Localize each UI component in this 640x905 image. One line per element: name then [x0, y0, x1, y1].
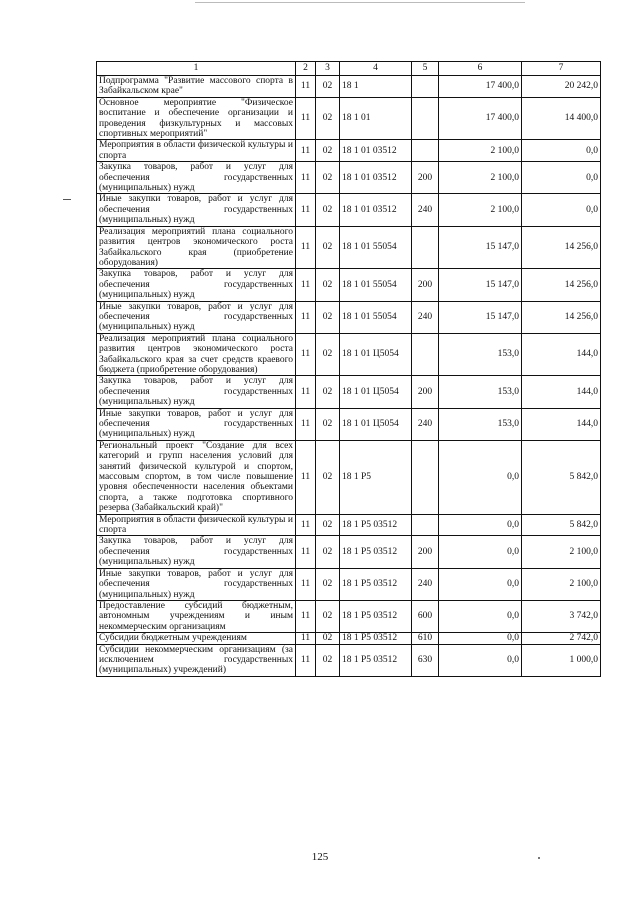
row-amount-1: 0,0 [439, 633, 522, 644]
row-section-code: 11 [296, 600, 316, 632]
row-name: Реализация мероприятий плана социального развития центров экономического роста Забайкальского края (приобретение оборудования) [97, 226, 296, 269]
row-amount-2: 14 256,0 [522, 269, 601, 301]
col-header-6: 6 [439, 62, 522, 76]
row-amount-2: 144,0 [522, 408, 601, 440]
row-target-article: 18 1 01 03512 [340, 162, 412, 194]
row-name: Закупка товаров, работ и услуг для обеспечения государственных (муниципальных) нужд [97, 536, 296, 568]
row-expense-type [412, 226, 439, 269]
row-target-article: 18 1 01 Ц5054 [340, 408, 412, 440]
row-name: Иные закупки товаров, работ и услуг для обеспечения государственных (муниципальных) нужд [97, 408, 296, 440]
row-subsection-code: 02 [316, 536, 340, 568]
row-amount-2: 144,0 [522, 376, 601, 408]
row-amount-2: 14 256,0 [522, 226, 601, 269]
row-expense-type [412, 97, 439, 140]
table-header-row [97, 62, 601, 76]
row-amount-2: 5 842,0 [522, 440, 601, 514]
row-target-article: 18 1 P5 03512 [340, 568, 412, 600]
table-row [97, 600, 601, 632]
row-section-code: 11 [296, 97, 316, 140]
row-amount-1: 0,0 [439, 568, 522, 600]
row-subsection-code: 02 [316, 76, 340, 98]
row-target-article: 18 1 P5 03512 [340, 644, 412, 676]
scan-margin-mark [63, 199, 71, 200]
row-subsection-code: 02 [316, 301, 340, 333]
row-expense-type [412, 76, 439, 98]
row-subsection-code: 02 [316, 162, 340, 194]
row-name: Закупка товаров, работ и услуг для обеспечения государственных (муниципальных) нужд [97, 269, 296, 301]
row-target-article: 18 1 P5 03512 [340, 536, 412, 568]
col-header-1: 1 [97, 62, 296, 76]
row-subsection-code: 02 [316, 514, 340, 536]
row-name: Закупка товаров, работ и услуг для обеспечения государственных (муниципальных) нужд [97, 162, 296, 194]
row-subsection-code: 02 [316, 194, 340, 226]
row-name: Основное мероприятие "Физическое воспитание и обеспечение организации и проведения физкультурных и массовых спортивных мероприятий" [97, 97, 296, 140]
row-target-article: 18 1 01 55054 [340, 226, 412, 269]
row-name: Субсидии некоммерческим организациям (за исключением государственных (муниципальных) учреждений) [97, 644, 296, 676]
row-section-code: 11 [296, 568, 316, 600]
table-row [97, 644, 601, 676]
row-amount-1: 0,0 [439, 644, 522, 676]
row-expense-type [412, 333, 439, 376]
row-amount-2: 144,0 [522, 333, 601, 376]
row-section-code: 11 [296, 644, 316, 676]
row-name: Закупка товаров, работ и услуг для обеспечения государственных (муниципальных) нужд [97, 376, 296, 408]
row-name: Реализация мероприятий плана социального развития центров экономического роста Забайкальского края за счет средств краевого бюджета (приобретение оборудования) [97, 333, 296, 376]
table-row [97, 376, 601, 408]
row-amount-2: 2 100,0 [522, 536, 601, 568]
row-section-code: 11 [296, 440, 316, 514]
table-row [97, 333, 601, 376]
row-amount-1: 2 100,0 [439, 194, 522, 226]
col-header-2: 2 [296, 62, 316, 76]
row-name: Мероприятия в области физической культуры и спорта [97, 140, 296, 162]
row-amount-1: 0,0 [439, 536, 522, 568]
table-row [97, 440, 601, 514]
row-amount-1: 153,0 [439, 333, 522, 376]
row-subsection-code: 02 [316, 408, 340, 440]
table-row [97, 162, 601, 194]
row-section-code: 11 [296, 333, 316, 376]
table-row [97, 633, 601, 644]
col-header-7: 7 [522, 62, 601, 76]
row-target-article: 18 1 P5 [340, 440, 412, 514]
row-amount-1: 15 147,0 [439, 226, 522, 269]
table-row [97, 301, 601, 333]
row-subsection-code: 02 [316, 226, 340, 269]
row-target-article: 18 1 01 Ц5054 [340, 376, 412, 408]
row-amount-1: 2 100,0 [439, 140, 522, 162]
row-subsection-code: 02 [316, 633, 340, 644]
row-expense-type: 200 [412, 536, 439, 568]
row-section-code: 11 [296, 408, 316, 440]
row-name: Предоставление субсидий бюджетным, автономным учреждениям и иным некоммерческим организациям [97, 600, 296, 632]
row-amount-2: 5 842,0 [522, 514, 601, 536]
row-name: Подпрограмма "Развитие массового спорта в Забайкальском крае" [97, 76, 296, 98]
row-amount-2: 1 000,0 [522, 644, 601, 676]
table-row [97, 97, 601, 140]
row-amount-2: 2 742,0 [522, 633, 601, 644]
row-amount-2: 14 256,0 [522, 301, 601, 333]
row-amount-1: 15 147,0 [439, 301, 522, 333]
table-row [97, 514, 601, 536]
budget-table [96, 61, 601, 677]
row-amount-2: 0,0 [522, 140, 601, 162]
row-expense-type: 600 [412, 600, 439, 632]
row-section-code: 11 [296, 269, 316, 301]
row-name: Иные закупки товаров, работ и услуг для обеспечения государственных (муниципальных) нужд [97, 194, 296, 226]
row-amount-2: 2 100,0 [522, 568, 601, 600]
row-expense-type [412, 514, 439, 536]
row-expense-type: 240 [412, 408, 439, 440]
row-name: Региональный проект "Создание для всех категорий и групп населения условий для занятий физической культурой и спортом, массовым спортом, в том числе повышение уровня обеспеченности населения объектами спорта, а также подготовка спортивного резерва (Забайкальский край)" [97, 440, 296, 514]
row-expense-type: 240 [412, 301, 439, 333]
row-amount-1: 153,0 [439, 376, 522, 408]
table-row [97, 536, 601, 568]
row-amount-1: 15 147,0 [439, 269, 522, 301]
row-amount-2: 20 242,0 [522, 76, 601, 98]
row-section-code: 11 [296, 514, 316, 536]
row-amount-1: 0,0 [439, 600, 522, 632]
row-expense-type [412, 140, 439, 162]
row-section-code: 11 [296, 536, 316, 568]
row-amount-2: 0,0 [522, 194, 601, 226]
table-row [97, 408, 601, 440]
row-subsection-code: 02 [316, 97, 340, 140]
row-target-article: 18 1 01 55054 [340, 269, 412, 301]
row-expense-type: 200 [412, 376, 439, 408]
table-row [97, 226, 601, 269]
row-target-article: 18 1 01 55054 [340, 301, 412, 333]
row-expense-type: 240 [412, 568, 439, 600]
row-amount-2: 0,0 [522, 162, 601, 194]
row-subsection-code: 02 [316, 269, 340, 301]
table-row [97, 76, 601, 98]
row-expense-type: 200 [412, 162, 439, 194]
table-row [97, 568, 601, 600]
col-header-5: 5 [412, 62, 439, 76]
col-header-4: 4 [340, 62, 412, 76]
row-amount-2: 14 400,0 [522, 97, 601, 140]
row-name: Иные закупки товаров, работ и услуг для обеспечения государственных (муниципальных) нужд [97, 568, 296, 600]
row-amount-1: 153,0 [439, 408, 522, 440]
row-target-article: 18 1 P5 03512 [340, 600, 412, 632]
row-expense-type: 240 [412, 194, 439, 226]
col-header-3: 3 [316, 62, 340, 76]
table-row [97, 269, 601, 301]
row-section-code: 11 [296, 226, 316, 269]
row-name: Субсидии бюджетным учреждениям [97, 633, 296, 644]
table-row [97, 140, 601, 162]
table-row [97, 194, 601, 226]
scan-top-edge [195, 2, 525, 3]
row-name: Мероприятия в области физической культуры и спорта [97, 514, 296, 536]
row-section-code: 11 [296, 76, 316, 98]
row-target-article: 18 1 01 03512 [340, 194, 412, 226]
row-section-code: 11 [296, 140, 316, 162]
row-target-article: 18 1 01 03512 [340, 140, 412, 162]
row-section-code: 11 [296, 301, 316, 333]
row-amount-1: 0,0 [439, 514, 522, 536]
row-expense-type: 200 [412, 269, 439, 301]
row-subsection-code: 02 [316, 568, 340, 600]
page-number: 125 [311, 851, 329, 863]
row-amount-1: 17 400,0 [439, 97, 522, 140]
row-section-code: 11 [296, 162, 316, 194]
row-expense-type: 610 [412, 633, 439, 644]
row-target-article: 18 1 [340, 76, 412, 98]
row-target-article: 18 1 01 Ц5054 [340, 333, 412, 376]
row-subsection-code: 02 [316, 600, 340, 632]
row-section-code: 11 [296, 376, 316, 408]
row-amount-2: 3 742,0 [522, 600, 601, 632]
row-subsection-code: 02 [316, 376, 340, 408]
row-section-code: 11 [296, 633, 316, 644]
row-subsection-code: 02 [316, 140, 340, 162]
row-target-article: 18 1 P5 03512 [340, 514, 412, 536]
row-amount-1: 17 400,0 [439, 76, 522, 98]
row-section-code: 11 [296, 194, 316, 226]
row-expense-type: 630 [412, 644, 439, 676]
row-amount-1: 0,0 [439, 440, 522, 514]
row-target-article: 18 1 01 [340, 97, 412, 140]
row-subsection-code: 02 [316, 440, 340, 514]
row-subsection-code: 02 [316, 333, 340, 376]
row-amount-1: 2 100,0 [439, 162, 522, 194]
row-subsection-code: 02 [316, 644, 340, 676]
row-name: Иные закупки товаров, работ и услуг для обеспечения государственных (муниципальных) нужд [97, 301, 296, 333]
row-expense-type [412, 440, 439, 514]
row-target-article: 18 1 P5 03512 [340, 633, 412, 644]
